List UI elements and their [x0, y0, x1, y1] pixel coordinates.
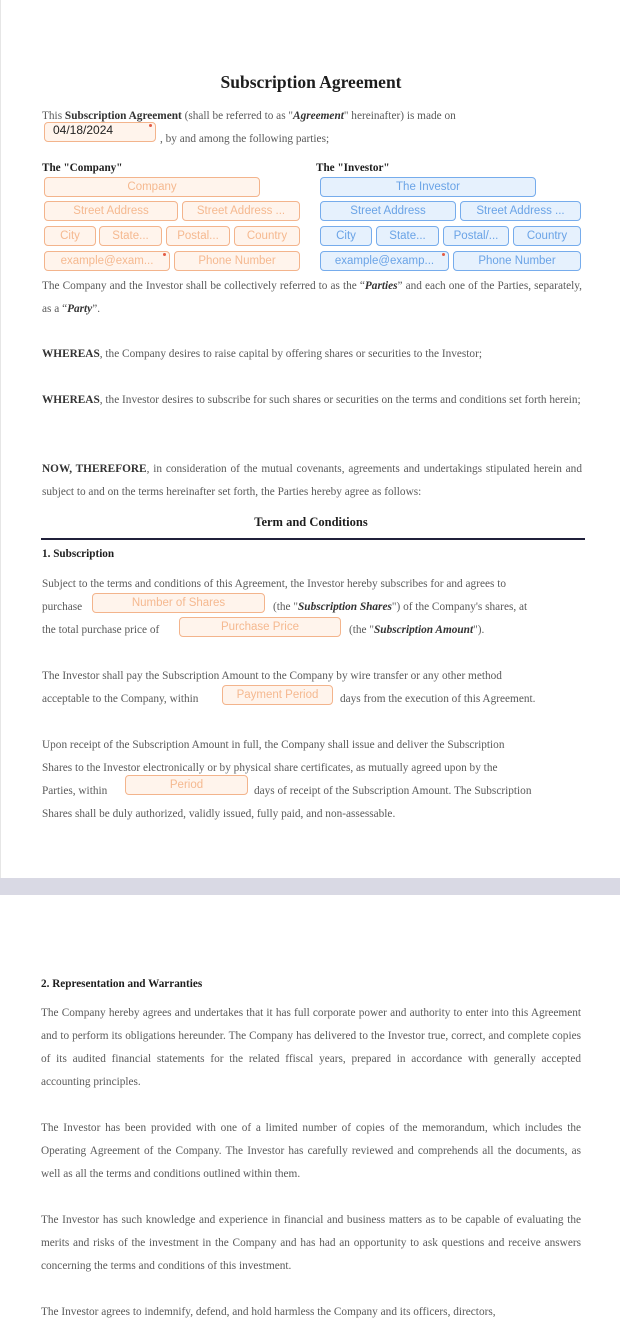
receipt-line-1: Upon receipt of the Subscription Amount in full, the Company shall issue and deliver the Subscription: [42, 739, 505, 751]
investor-street-address-2-input[interactable]: Street Address ...: [460, 201, 581, 221]
company-postal-input[interactable]: Postal...: [166, 226, 230, 246]
representations-paragraph-1: The Company hereby agrees and undertakes that it has full corporate power and authority to enter into this Agreement and to perform its obligations hereunder. The Company has delivered to the Investor true, correct, and complete copies of its audited financial statements for the related ffiscal years, prepared in accordance with generally accepted accounting principles.: [41, 1007, 581, 1088]
company-city-input[interactable]: City: [44, 226, 96, 246]
delivery-period-input[interactable]: Period: [125, 775, 248, 795]
document-title: Subscription Agreement: [220, 72, 402, 92]
investor-country-input[interactable]: Country: [513, 226, 581, 246]
company-heading: The "Company": [42, 162, 123, 174]
page-gap: [0, 878, 620, 895]
investor-city-input[interactable]: City: [320, 226, 372, 246]
payment-tail: days from the execution of this Agreement.: [340, 693, 536, 705]
investor-state-input[interactable]: State...: [376, 226, 439, 246]
receipt-label: Parties, within: [42, 785, 108, 797]
company-street-address-2-input[interactable]: Street Address ...: [182, 201, 300, 221]
company-name-input[interactable]: Company: [44, 177, 260, 197]
investor-postal-input[interactable]: Postal/...: [443, 226, 509, 246]
whereas-paragraph-1: WHEREAS, the Company desires to raise capital by offering shares or securities to the Investor;: [42, 348, 482, 360]
representations-paragraph-3: The Investor has such knowledge and experience in financial and business matters as to be capable of evaluating the merits and risks of the investment in the Company and has had an opportunity to ask questions and receive answers concerning the terms and conditions of this investment.: [41, 1214, 581, 1272]
representations-paragraph-4: The Investor agrees to indemnify, defend, and hold harmless the Company and its officers, directors,: [41, 1306, 496, 1318]
now-therefore-paragraph: NOW, THEREFORE, in consideration of the mutual covenants, agreements and undertakings stipulated herein and subject to and on the terms hereinafter set forth, the Parties hereby agree as follows:: [42, 463, 582, 498]
agreement-date-input[interactable]: 04/18/2024: [44, 122, 156, 142]
document-page-2: [0, 895, 620, 1316]
receipt-line-2: Shares to the Investor electronically or by physical share certificates, as mutually agreed upon by the: [42, 762, 498, 774]
representations-heading: 2. Representation and Warranties: [41, 978, 203, 990]
company-street-address-input[interactable]: Street Address: [44, 201, 178, 221]
subscription-heading: 1. Subscription: [42, 548, 115, 560]
subscription-shares-text: (the "Subscription Shares") of the Company's shares, at: [273, 601, 528, 613]
number-of-shares-input[interactable]: Number of Shares: [92, 593, 265, 613]
investor-name-input[interactable]: The Investor: [320, 177, 536, 197]
whereas-paragraph-2: WHEREAS, the Investor desires to subscribe for such shares or securities on the terms and conditions set forth herein;: [42, 394, 581, 406]
intro-paragraph: This Subscription Agreement (shall be referred to as "Agreement" hereinafter) is made on: [42, 110, 456, 122]
purchase-price-label: the total purchase price of: [42, 624, 160, 636]
company-email-input[interactable]: example@exam...: [44, 251, 170, 271]
payment-label: acceptable to the Company, within: [42, 693, 199, 705]
subscription-amount-text: (the "Subscription Amount").: [349, 624, 485, 636]
section-title: Term and Conditions: [254, 515, 368, 529]
subscription-purchase-label: purchase: [42, 601, 83, 613]
section-divider: [41, 538, 585, 540]
representations-paragraph-2: The Investor has been provided with one of a limited number of copies of the memorandum, which includes the Operating Agreement of the Company. The Investor has carefully reviewed and comprehends all the documents, as well as all the terms and conditions outlined within them.: [41, 1122, 581, 1180]
purchase-price-input[interactable]: Purchase Price: [179, 617, 341, 637]
investor-email-input[interactable]: example@examp...: [320, 251, 449, 271]
payment-period-input[interactable]: Payment Period: [222, 685, 333, 705]
parties-paragraph: The Company and the Investor shall be collectively referred to as the “Parties” and each one of the Parties, separately, as a “Party”.: [42, 280, 582, 315]
investor-phone-input[interactable]: Phone Number: [453, 251, 581, 271]
intro-tail: , by and among the following parties;: [160, 133, 330, 145]
investor-street-address-input[interactable]: Street Address: [320, 201, 456, 221]
payment-line-1: The Investor shall pay the Subscription Amount to the Company by wire transfer or any other method: [42, 670, 502, 682]
investor-heading: The "Investor": [316, 162, 390, 174]
receipt-line-4: Shares shall be duly authorized, validly issued, fully paid, and non-assessable.: [42, 808, 396, 820]
company-state-input[interactable]: State...: [99, 226, 162, 246]
receipt-tail: days of receipt of the Subscription Amount. The Subscription: [254, 785, 532, 797]
company-phone-input[interactable]: Phone Number: [174, 251, 300, 271]
company-country-input[interactable]: Country: [234, 226, 300, 246]
subscription-line-1: Subject to the terms and conditions of this Agreement, the Investor hereby subscribes for and agrees to: [42, 578, 506, 590]
